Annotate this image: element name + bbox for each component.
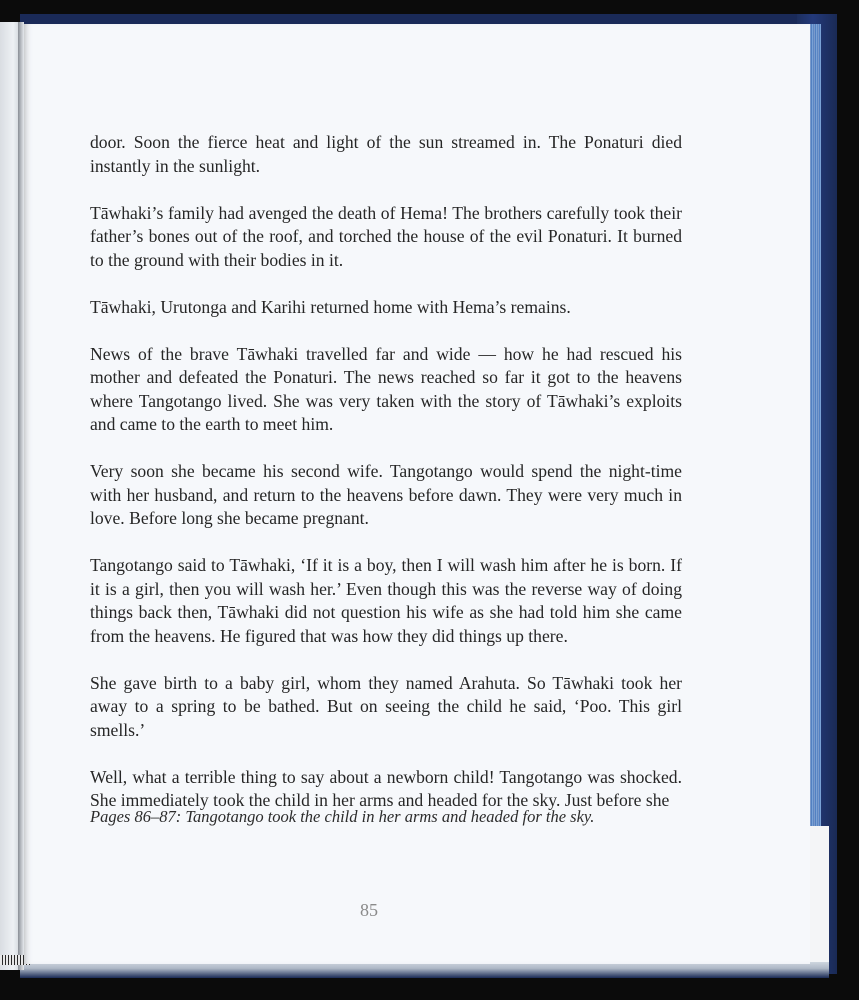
book-cover-top-edge (20, 14, 829, 24)
paragraph: Tāwhaki’s family had avenged the death of Hema! The brothers carefully took their father’s bones out of the roof, and torched the house of the evil Ponaturi. It burned to the ground with their bodies in it. (90, 202, 682, 270)
book-page (24, 24, 810, 964)
illustration-caption: Pages 86–87: Tangotango took the child in her arms and headed for the sky. (90, 807, 595, 826)
paragraph: Well, what a terrible thing to say about a newborn child! Tangotango was shocked. She immediately took the child in her arms and headed for the sky. Just before she (90, 766, 682, 810)
book-bottom-edge (20, 962, 829, 978)
paragraph: door. Soon the fierce heat and light of the sun streamed in. The Ponaturi died instantly in the sunlight. (90, 132, 682, 176)
page-number: 85 (360, 900, 378, 920)
paragraph: News of the brave Tāwhaki travelled far and wide — how he had rescued his mother and defeated the Ponaturi. The news reached so far it got to the heavens where Tangotango lived. She was very taken with the story of Tāwhaki’s exploits and came to the earth to meet him. (90, 343, 682, 434)
page-body-text (90, 131, 682, 813)
paragraph: Tangotango said to Tāwhaki, ‘If it is a boy, then I will wash him after he is born. If it is a girl, then you will wash her.’ Even though this was the reverse way of doing things back then, Tāwhaki did not question his wife as she had told him she came from the heavens. He figured that was how they did things up there. (90, 555, 682, 646)
paragraph: She gave birth to a baby girl, whom they named Arahuta. So Tāwhaki took her away to a spring to be bathed. But on seeing the child he said, ‘Poo. This girl smells.’ (90, 672, 682, 740)
paragraph: Tāwhaki, Urutonga and Karihi returned home with Hema’s remains. (90, 296, 571, 317)
paragraph: Very soon she became his second wife. Tangotango would spend the night-time with her husband, and return to the heavens before dawn. They were very much in love. Before long she became pregnant. (90, 461, 682, 528)
